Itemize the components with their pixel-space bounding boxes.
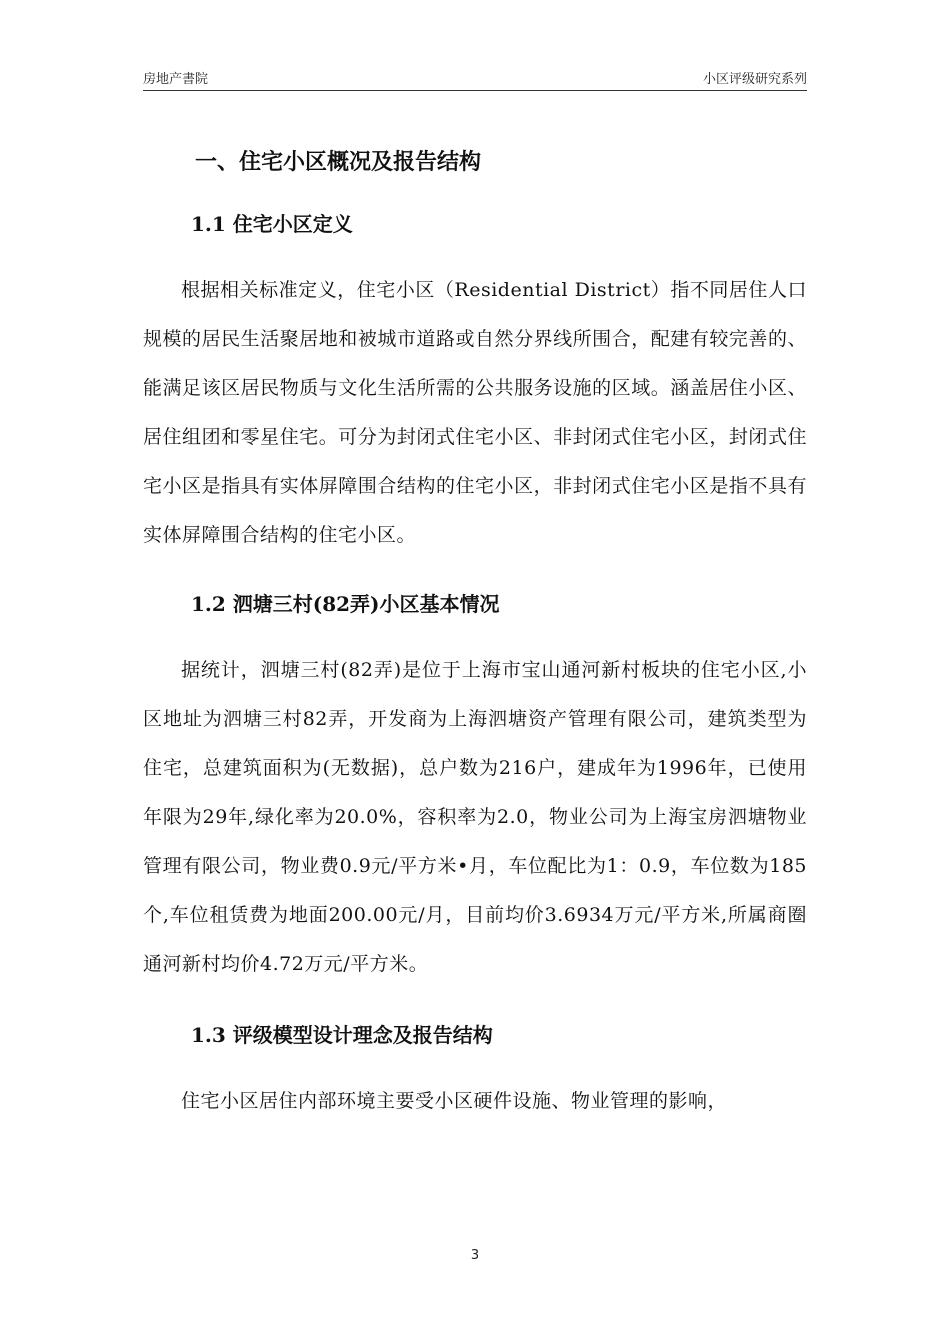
paragraph-model-design: 住宅小区居住内部环境主要受小区硬件设施、物业管理的影响， (181, 1090, 728, 1112)
paragraph-basic-info: 据统计，泗塘三村(82弄)是位于上海市宝山通河新村板块的住宅小区,小区地址为泗塘三村82弄，开发商为上海泗塘资产管理有限公司，建筑类型为住宅，总建筑面积为(无数据)，总户数为216户，建成年为1996年，已使用年限为29年,绿化率为20.0%，容积率为2.0，物业公司为上海宝房泗塘物业管理有限公司，物业费0.9元/平方米•月，车位配比为1：0.9，车位数为185个,车位租赁费为地面200.00元/月，目前均价3.6934万元/平方米,所属商圈通河新村均价4.72万元/平方米。 (143, 659, 807, 975)
section-heading: 一、住宅小区概况及报告结构 (195, 149, 482, 175)
paragraph-definition: 根据相关标准定义，住宅小区（Residential District）指不同居住人口规模的居民生活聚居地和被城市道路或自然分界线所围合，配建有较完善的、能满足该区居民物质与文化生活所需的公共服务设施的区域。涵盖居住小区、居住组团和零星住宅。可分为封闭式住宅小区、非封闭式住宅小区，封闭式住宅小区是指具有实体屏障围合结构的住宅小区，非封闭式住宅小区是指不具有实体屏障围合结构的住宅小区。 (143, 279, 807, 546)
page-header (143, 66, 807, 88)
header-divider (143, 90, 807, 91)
subsection-heading-model-design: 1.3 评级模型设计理念及报告结构 (191, 1023, 493, 1047)
header-series-title: 小区评级研究系列 (702, 72, 807, 87)
subsection-heading-basic-info: 1.2 泗塘三村(82弄)小区基本情况 (191, 592, 500, 616)
document-body (143, 142, 807, 1126)
page-number: 3 (470, 1248, 480, 1263)
subsection-heading-definition: 1.1 住宅小区定义 (191, 212, 353, 236)
header-publisher: 房地产書院 (143, 72, 209, 87)
